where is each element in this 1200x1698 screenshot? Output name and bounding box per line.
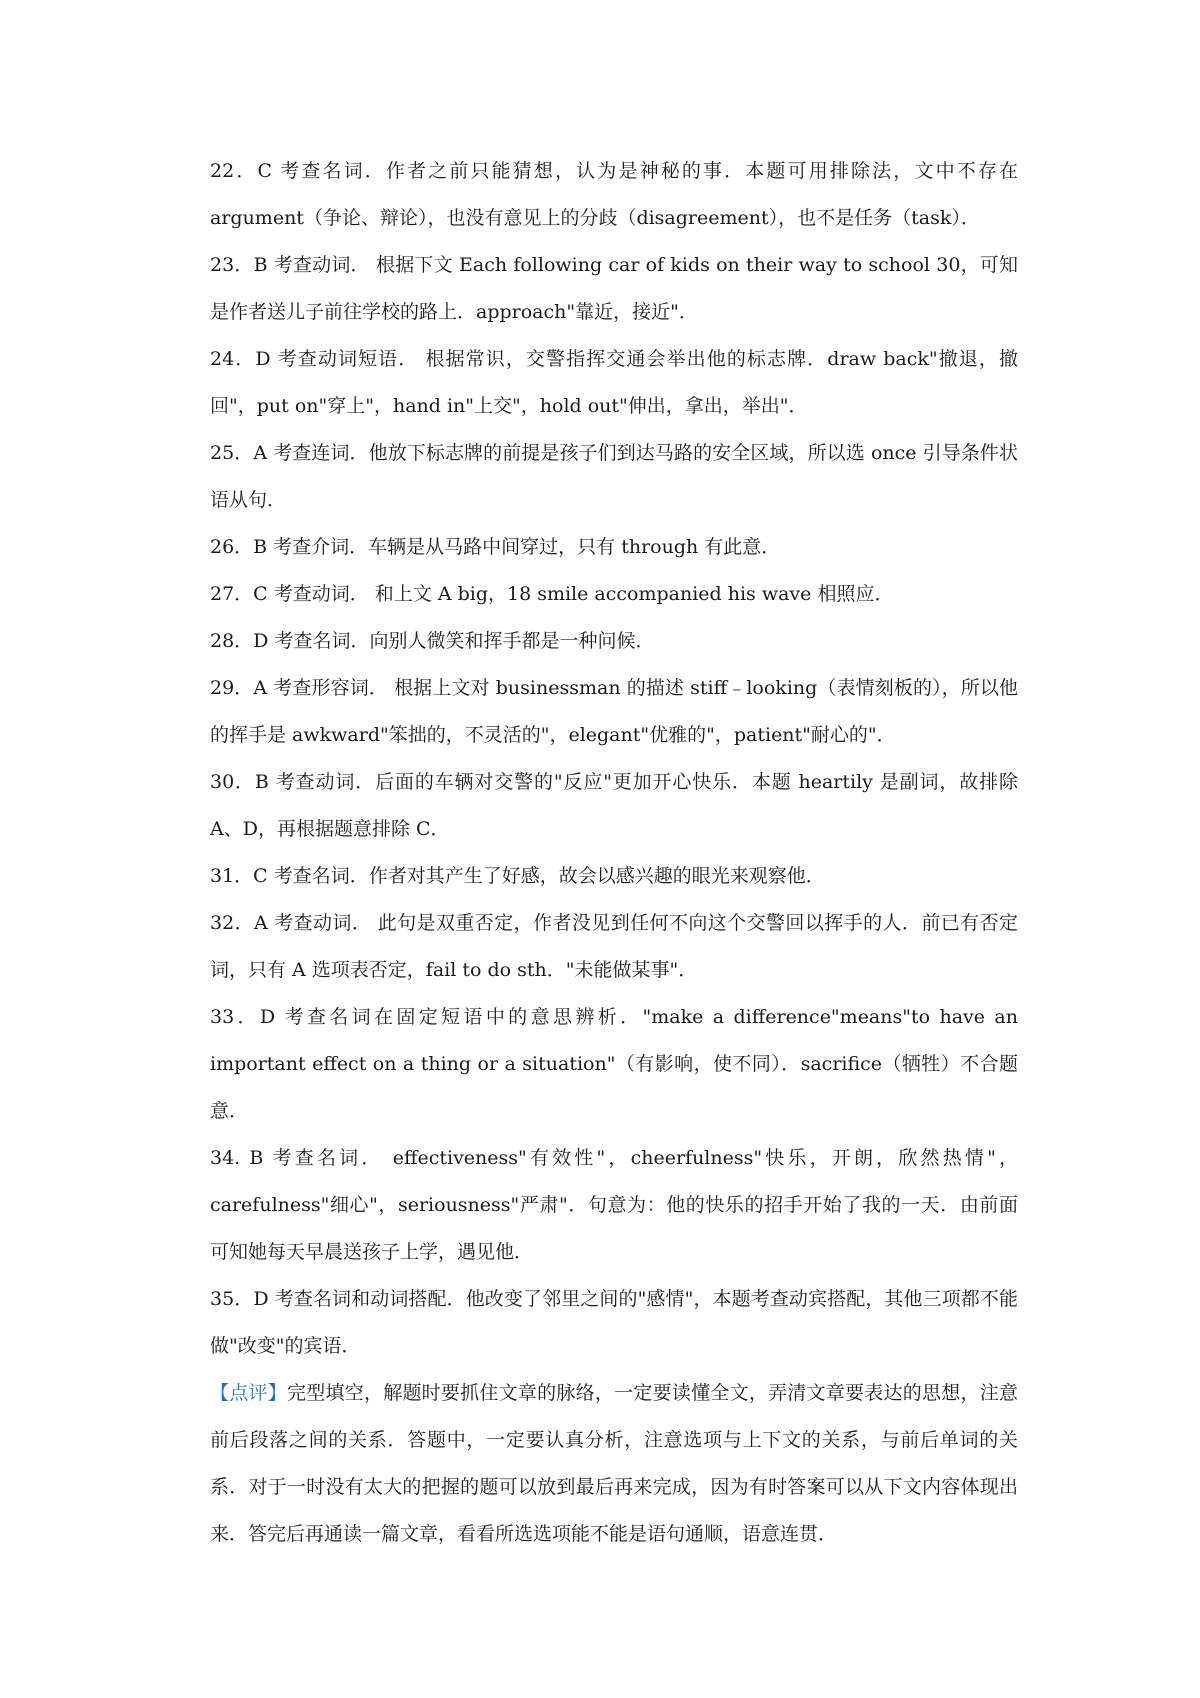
answer-29: 29．A 考查形容词． 根据上文对 businessman 的描述 stiff﹣looking（表情刻板的），所以他的挥手是 awkward"笨拙的，不灵活的"，elegant"优雅的"，patient"耐心的"． xyxy=(210,677,1018,746)
answer-35: 35．D 考查名词和动词搭配．他改变了邻里之间的"感情"，本题考查动宾搭配，其他三项都不能做"改变"的宾语． xyxy=(210,1288,1018,1357)
comment-text: 完型填空，解题时要抓住文章的脉络，一定要读懂全文，弄清文章要表达的思想，注意前后段落之间的关系．答题中，一定要认真分析，注意选项与上下文的关系，与前后单词的关系．对于一时没有太大的把握的题可以放到最后再来完成，因为有时答案可以从下文内容体现出来．答完后再通读一篇文章，看看所选选项能不能是语句通顺，语意连贯． xyxy=(210,1382,1018,1545)
answer-23: 23．B 考查动词． 根据下文 Each following car of kids on their way to school 30，可知是作者送儿子前往学校的路上．approach"靠近，接近"． xyxy=(210,254,1018,323)
answer-33: 33．D 考查名词在固定短语中的意思辨析．"make a difference"means"to have an important effect on a thing or a situation"（有影响，使不同）．sacrifice（牺牲）不合题意． xyxy=(210,1006,1018,1122)
answer-32: 32．A 考查动词． 此句是双重否定，作者没见到任何不向这个交警回以挥手的人．前已有否定词，只有 A 选项表否定，fail to do sth．"未能做某事"． xyxy=(210,912,1018,981)
answer-explanations xyxy=(210,148,1018,1558)
answer-22: 22．C 考查名词．作者之前只能猜想，认为是神秘的事．本题可用排除法，文中不存在argument（争论、辩论），也没有意见上的分歧（disagreement），也不是任务（task）． xyxy=(210,160,1018,229)
answer-34: 34. B 考查名词． effectiveness"有效性"，cheerfulness"快乐，开朗，欣然热情"，carefulness"细心"，seriousness"严肃"．句意为：他的快乐的招手开始了我的一天．由前面可知她每天早晨送孩子上学，遇见他． xyxy=(210,1147,1018,1263)
answer-30: 30．B 考查动词．后面的车辆对交警的"反应"更加开心快乐．本题 heartily 是副词，故排除 A、D，再根据题意排除 C． xyxy=(210,771,1018,840)
answer-26: 26．B 考查介词．车辆是从马路中间穿过，只有 through 有此意． xyxy=(210,536,781,558)
answer-31: 31．C 考查名词．作者对其产生了好感，故会以感兴趣的眼光来观察他． xyxy=(210,865,825,887)
comment-tag: 【点评】 xyxy=(210,1382,287,1404)
answer-27: 27．C 考查动词． 和上文 A big，18 smile accompanied his wave 相照应． xyxy=(210,583,894,605)
answer-28: 28．D 考查名词．向别人微笑和挥手都是一种问候． xyxy=(210,630,655,652)
comment-paragraph xyxy=(210,1370,1018,1558)
answer-25: 25．A 考查连词．他放下标志牌的前提是孩子们到达马路的安全区域，所以选 once 引导条件状语从句． xyxy=(210,442,1018,511)
answer-24: 24．D 考查动词短语． 根据常识，交警指挥交通会举出他的标志牌．draw back"撤退，撤回"，put on"穿上"，hand in"上交"，hold out"伸出，拿出，举出"． xyxy=(210,348,1018,417)
